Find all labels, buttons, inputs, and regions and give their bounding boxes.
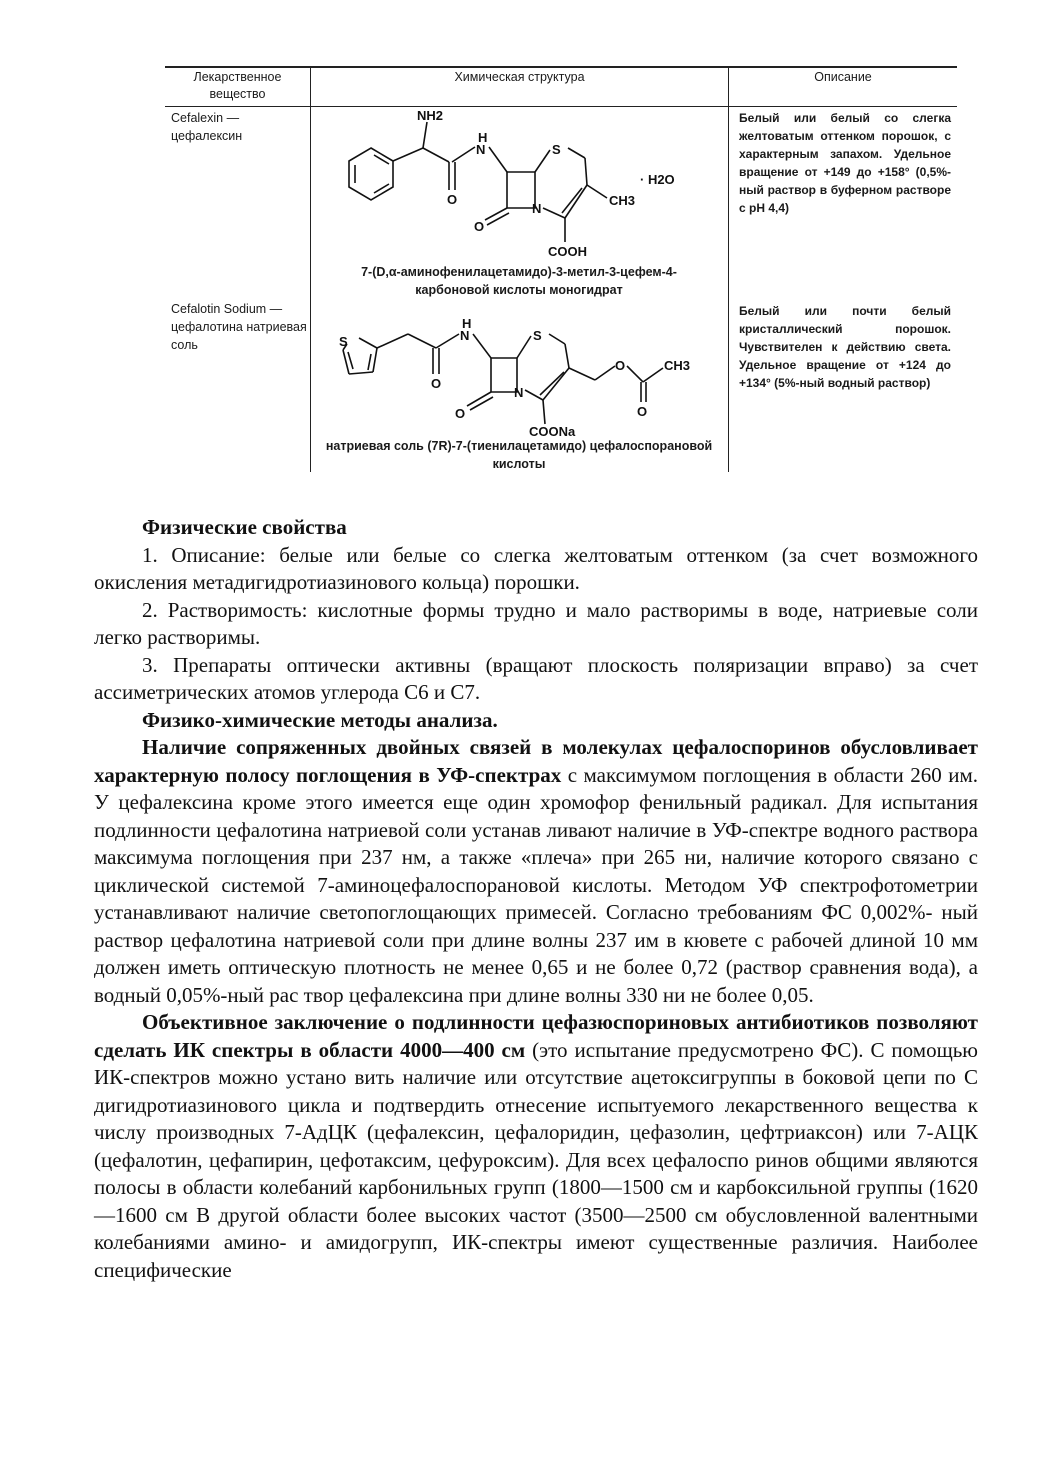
- atom-label: COONa: [529, 424, 576, 439]
- heading-physical-properties: Физические свойства: [142, 515, 347, 539]
- ir-spectra-lead: Объективное заключение о подлинности цефазюспориновых антибиотиков позволяют сделать ИК спектры в области 4000—400 см: [94, 1010, 978, 1062]
- atom-label: S: [533, 328, 542, 343]
- atom-label: O: [637, 404, 648, 419]
- header-substance: Лекарственное вещество: [193, 70, 282, 101]
- atom-label: O: [455, 406, 466, 421]
- atom-label: N: [514, 385, 524, 400]
- paragraph-uv-spectra: [94, 734, 978, 1009]
- paragraph-optical-activity: 3. Препараты оптически активны (вращают плоскость поляризации вправо) за счет ассиметрических атомов углерода С6 и С7.: [94, 652, 978, 704]
- drug-table: [165, 64, 957, 472]
- drug-name-cefalexin: Cefalexin — цефалексин: [171, 111, 243, 144]
- atom-label: COOH: [548, 244, 587, 259]
- atom-label: N: [476, 142, 486, 157]
- chemical-name-cefalexin: 7-(D,α-аминофенилацетамидо)-3-метил-3-цефем-4-карбоновой кислоты моногидрат: [361, 265, 677, 298]
- atom-label: N: [460, 328, 470, 343]
- atom-label: CH3: [664, 358, 691, 373]
- heading-analysis-methods: Физико-химические методы анализа.: [142, 707, 498, 732]
- atom-label: H: [478, 130, 488, 145]
- atom-label: S: [552, 142, 561, 157]
- atom-label: O: [447, 192, 458, 207]
- table-column-divider: [310, 66, 311, 472]
- atom-label: · H2O: [640, 172, 675, 187]
- atom-label: NH2: [417, 108, 444, 123]
- ir-spectra-text: (это испытание предусмотрено ФС). С помощью ИК-спектров можно устано вить наличие или отсутствие ацетоксигруппы в боковой цепи по С дигидротиазинового цикла и подтвердить отнесение испытуемого лекарственного вещества к числу производных 7-АдЦК (цефалексин, цефалоридин, цефазолин, цефтриаксон) или 7-АЦК (цефалотин, цефапирин, цефотаксим, цефуроксим). Для всех цефалоспо ринов общими являются полосы в области колебаний карбонильных групп (1800—1500 см и карбоксильной группы (1620—1600 см В другой области более высоких частот (3500—2500 см обусловленной валентными колебаниями амино- и амидогрупп, ИК-спектры имеют существенные различия. Наиболее специфические: [94, 1037, 978, 1282]
- body-text: [94, 514, 978, 1284]
- atom-label: O: [431, 376, 442, 391]
- chemical-name-cefalotin: натриевая соль (7R)-7-(тиенилацетамидо) цефалоспорановой кислоты: [325, 439, 713, 472]
- uv-spectra-text: с максимумом поглощения в области 260 им. У цефалексина кроме этого имеется еще один хромофор фенильный радикал. Для испытания подлинности цефалотина натриевой соли устанав ливают наличие в УФ-спектре водного раствора максимума поглощения при 237 нм, а также «плеча» при 265 ни, наличие которого связано с циклической системой 7-аминоцефалоспорановой кислоты. Методом УФ спектрофотометрии устанавливают наличие светопоглощающих примесей. Согласно требованиям ФС 0,002%- ный раствор цефалотина натриевой соли при длине волны 237 им в кювете с рабочей длиной 10 мм должен иметь оптическую плотность не менее 0,65 и не более 0,72 (раствор сравнения вода), а водный 0,05%-ный рас твор цефалексина при длине волны 330 ни не более 0,05.: [94, 762, 979, 1007]
- description-cefalotin: Белый или почти белый кристаллический порошок. Чувствителен к действию света. Удельное вращение от +124 до +134° (5%-ный водный раствор): [739, 304, 951, 390]
- description-cefalexin: Белый или белый со слегка желтоватым оттенком порошок, с характерным запахом. Удельное вращение от +149 до +158° (0,5%-ный раствор в буферном растворе с рН 4,4): [739, 111, 951, 215]
- structure-cefalexin: [335, 110, 715, 260]
- atom-label: O: [615, 358, 626, 373]
- paragraph-solubility: 2. Растворимость: кислотные формы трудно и мало растворимы в воде, натриевые соли легко растворимы.: [94, 597, 978, 649]
- atom-label: CH3: [609, 193, 636, 208]
- atom-label: H: [462, 316, 472, 331]
- table-column-divider: [728, 66, 729, 472]
- header-structure: Химическая структура: [454, 70, 585, 84]
- table-top-rule: [165, 66, 957, 68]
- structure-cefalotin: [333, 302, 713, 439]
- atom-label: N: [532, 201, 542, 216]
- paragraph-ir-spectra: [94, 1009, 978, 1284]
- atom-label: O: [474, 219, 485, 234]
- atom-label: S: [339, 334, 348, 349]
- paragraph-description: 1. Описание: белые или белые со слегка желтоватым оттенком (за счет возможного окисления метадигидротиазинового кольца) порошки.: [94, 542, 978, 594]
- drug-name-cefalotin: Cefalotin Sodium — цефалотина натриевая соль: [171, 302, 307, 353]
- header-description: Описание: [814, 70, 872, 84]
- table-header-rule: [165, 106, 957, 107]
- uv-spectra-lead: Наличие сопряженных двойных связей в молекулах цефалоспоринов обусловливает характерную полосу поглощения в УФ-спектрах: [94, 735, 978, 787]
